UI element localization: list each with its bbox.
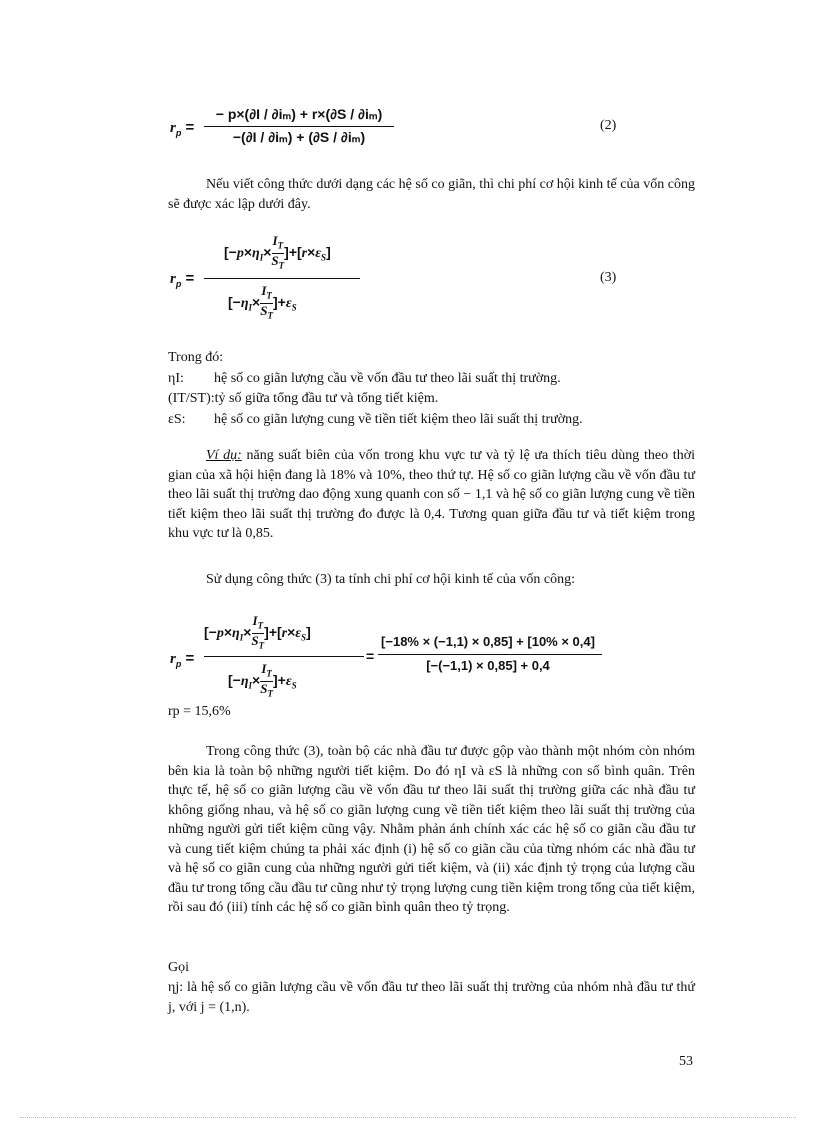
equation-computation: $r_p$ = [$-p\times\eta_I\times$ $\frac{I_T}{S_T}$ ]$+[r\times\varepsilon_S]$ [$-\eta_I\times$ $\frac{I_T}{S_T}$ ]$+\varepsilon_S$ = [−18% × (−1,1) × 0,85] + [10% × 0,4] [−(−1,1) × 0,85] + 0,4 [170, 610, 610, 702]
where-item-ratio: (IT/ST):tỷ số giữa tổng đầu tư và tổng tiết kiệm. [168, 391, 439, 406]
result: rp = 15,6% [168, 704, 231, 719]
page-number: 53 [679, 1054, 693, 1069]
example-label: Ví dụ: [206, 448, 242, 463]
equation-3-number: (3) [600, 270, 617, 285]
where-symbol: (IT/ST): [168, 391, 215, 406]
paragraph-use-formula: Sử dụng công thức (3) ta tính chi phí cơ hội kinh tế của vốn công: [206, 572, 576, 587]
paragraph-averaging: Trong công thức (3), toàn bộ các nhà đầu tư được gộp vào thành một nhóm còn nhóm bên kia là toàn bộ những người tiết kiệm. Do đó ηI và εS là những con số bình quân. Trên thực tế, hệ số co giãn lượng cầu về vốn đầu tư theo lãi suất thị trường giữa các nhà đầu tư không giống nhau, và hệ số co giãn lượng cung về tiền tiết kiệm theo lãi suất thị trường của những người gửi tiết kiệm cũng vậy. Nhằm phản ánh chính xác các hệ số co giãn cầu đầu tư và cung tiết kiệm chúng ta phải xác định (i) hệ số co giãn cầu của từng nhóm các nhà đầu tư và hệ số co giãn cung của những người gửi tiết kiệm, và (ii) xác định tỷ trọng của lượng cầu đầu tư trong tổng cầu đầu tư cũng như tỷ trọng lượng cung tiền kiệm trong tổng của tiết kiệm, rồi sau đó (iii) tính các hệ số co giãn bình quân theo tỷ trọng. [168, 744, 695, 915]
equation-2-number: (2) [600, 118, 617, 133]
last-definition: ηj: là hệ số co giãn lượng cầu về vốn đầu tư theo lãi suất thị trường của nhóm nhà đầu tư thứ j, với j = (1,n). [168, 980, 695, 1015]
goi-label: Gọi [168, 960, 189, 975]
page-divider [20, 1117, 796, 1118]
eq4-denominator: [−(−1,1) × 0,85] + 0,4 [426, 658, 550, 673]
where-item-epsilon: εS: hệ số co giãn lượng cung về tiền tiết kiệm theo lãi suất thị trường. [168, 410, 698, 430]
where-symbol: εS: [168, 412, 186, 427]
equation-3: $r_p$ = [$-p\times\eta_I\times$ $\frac{I_T}{S_T}$ ]$+[r\times\varepsilon_S]$ [$-\eta_I\times$ $\frac{I_T}{S_T}$ ]$+\varepsilon_S$ [170, 230, 370, 322]
where-heading: Trong đó: [168, 350, 224, 365]
where-symbol: ηI: [168, 371, 184, 386]
eq2-numerator: − p×(∂I / ∂iₘ) + r×(∂S / ∂iₘ) [215, 106, 383, 122]
equation-2: $r_p$ = − p×(∂I / ∂iₘ) + r×(∂S / ∂iₘ) −(∂I / ∂iₘ) + (∂S / ∂iₘ) [170, 106, 430, 150]
paragraph-intro-elasticity: Nếu viết công thức dưới dạng các hệ số co giãn, thì chi phí cơ hội kinh tế của vốn công sẽ được xác lập dưới đây. [168, 177, 695, 212]
eq2-denominator: −(∂I / ∂iₘ) + (∂S / ∂iₘ) [232, 129, 366, 145]
where-item-eta: ηI: hệ số co giãn lượng cầu về vốn đầu tư theo lãi suất thị trường. [168, 369, 698, 389]
example-paragraph: Ví dụ: năng suất biên của vốn trong khu vực tư và tỷ lệ ưa thích tiêu dùng theo thời gian của xã hội hiện đang là 18% và 10%, theo thứ tự. Hệ số co giãn lượng cầu về vốn đầu tư theo lãi suất thị trường dao động xung quanh con số − 1,1 và hệ số co giãn lượng cung về tiền tiết kiệm theo lãi suất thị trường đo được là 0,4. Tương quan giữa đầu tư và tiết kiệm trong khu vực tư là 0,85. [168, 448, 695, 541]
eq4-numerator: [−18% × (−1,1) × 0,85] + [10% × 0,4] [381, 634, 595, 649]
